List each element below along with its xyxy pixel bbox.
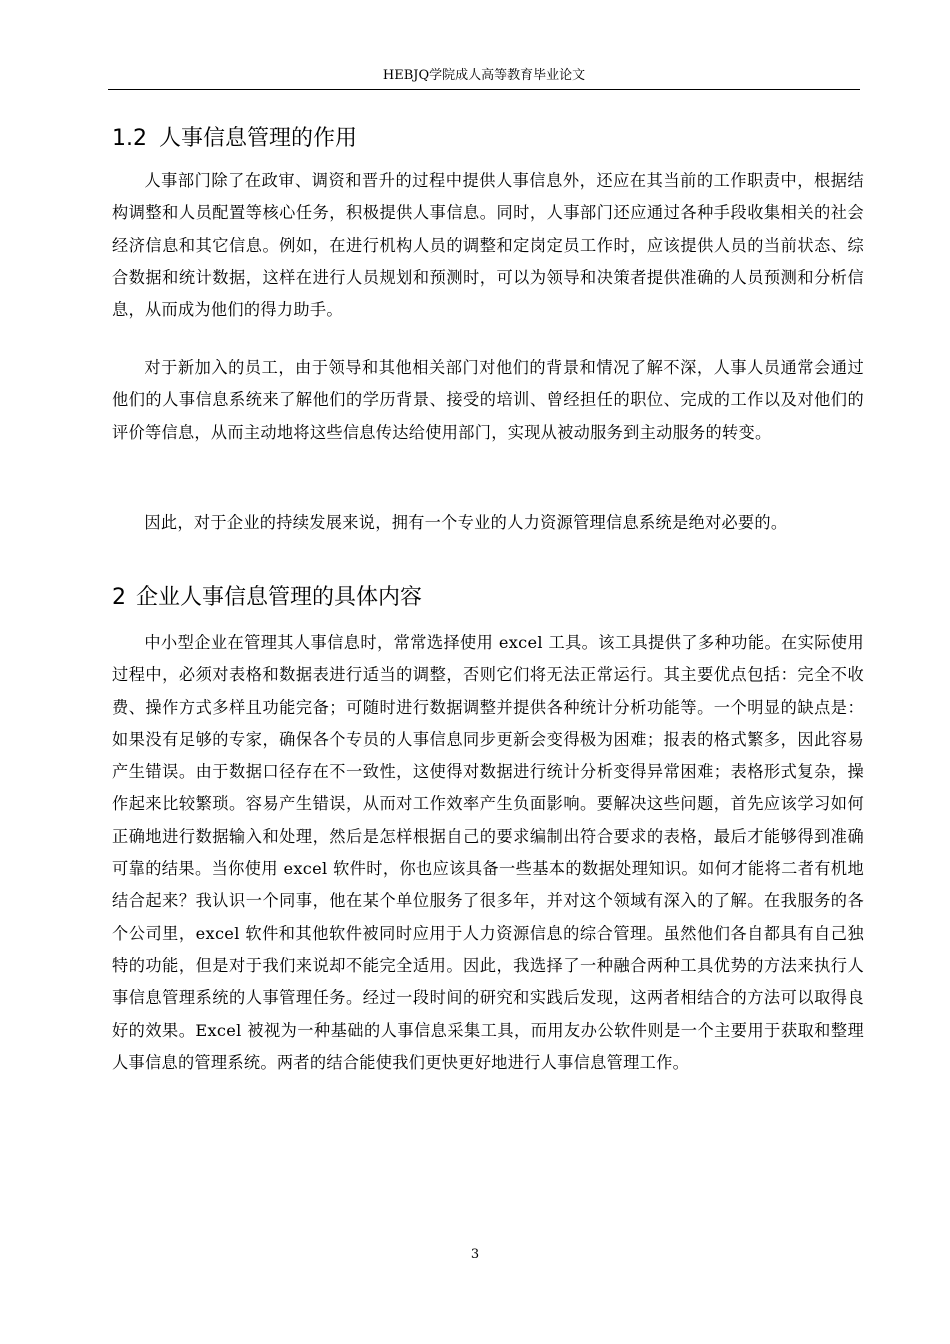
section-heading-2 — [112, 583, 422, 613]
running-header: HEBJQ学院成人高等教育毕业论文 — [382, 68, 586, 83]
section-number: 2 — [112, 585, 126, 610]
body-paragraph: 对于新加入的员工，由于领导和其他相关部门对他们的背景和情况了解不深，人事人员通常会通过他们的人事信息系统来了解他们的学历背景、接受的培训、曾经担任的职位、完成的工作以及对他们的评价等信息，从而主动地将这些信息传达给使用部门，实现从被动服务到主动服务的转变。 — [112, 358, 864, 442]
page-number: 3 — [470, 1247, 480, 1262]
body-paragraph: 人事部门除了在政审、调资和晋升的过程中提供人事信息外，还应在其当前的工作职责中，根据结构调整和人员配置等核心任务，积极提供人事信息。同时，人事部门还应通过各种手段收集相关的社会经济信息和其它信息。例如，在进行机构人员的调整和定岗定员工作时，应该提供人员的当前状态、综合数据和统计数据，这样在进行人员规划和预测时，可以为领导和决策者提供准确的人员预测和分析信息，从而成为他们的得力助手。 — [112, 171, 864, 320]
section-number: 1.2 — [112, 126, 147, 151]
section-title: 人事信息管理的作用 — [159, 126, 358, 151]
header-divider — [108, 89, 860, 90]
body-paragraph: 因此，对于企业的持续发展来说，拥有一个专业的人力资源管理信息系统是绝对必要的。 — [144, 513, 788, 532]
body-paragraph: 中小型企业在管理其人事信息时，常常选择使用 excel 工具。该工具提供了多种功能。在实际使用过程中，必须对表格和数据表进行适当的调整，否则它们将无法正常运行。其主要优点包括：完全不收费、操作方式多样且功能完备；可随时进行数据调整并提供各种统计分析功能等。一个明显的缺点是：如果没有足够的专家，确保各个专员的人事信息同步更新会变得极为困难；报表的格式繁多，因此容易产生错误。由于数据口径存在不一致性，这使得对数据进行统计分析变得异常困难；表格形式复杂，操作起来比较繁琐。容易产生错误，从而对工作效率产生负面影响。要解决这些问题，首先应该学习如何正确地进行数据输入和处理，然后是怎样根据自己的要求编制出符合要求的表格，最后才能够得到准确可靠的结果。当你使用 excel 软件时，你也应该具备一些基本的数据处理知识。如何才能将二者有机地结合起来？我认识一个同事，他在某个单位服务了很多年，并对这个领域有深入的了解。在我服务的各个公司里，excel 软件和其他软件被同时应用于人力资源信息的综合管理。虽然他们各自都具有自己独特的功能，但是对于我们来说却不能完全适用。因此，我选择了一种融合两种工具优势的方法来执行人事信息管理系统的人事管理任务。经过一段时间的研究和实践后发现，这两者相结合的方法可以取得良好的效果。Excel 被视为一种基础的人事信息采集工具，而用友办公软件则是一个主要用于获取和整理人事信息的管理系统。两者的结合能使我们更快更好地进行人事信息管理工作。 — [112, 633, 864, 1072]
section-title: 企业人事信息管理的具体内容 — [136, 585, 423, 610]
section-heading-1-2 — [112, 124, 357, 154]
